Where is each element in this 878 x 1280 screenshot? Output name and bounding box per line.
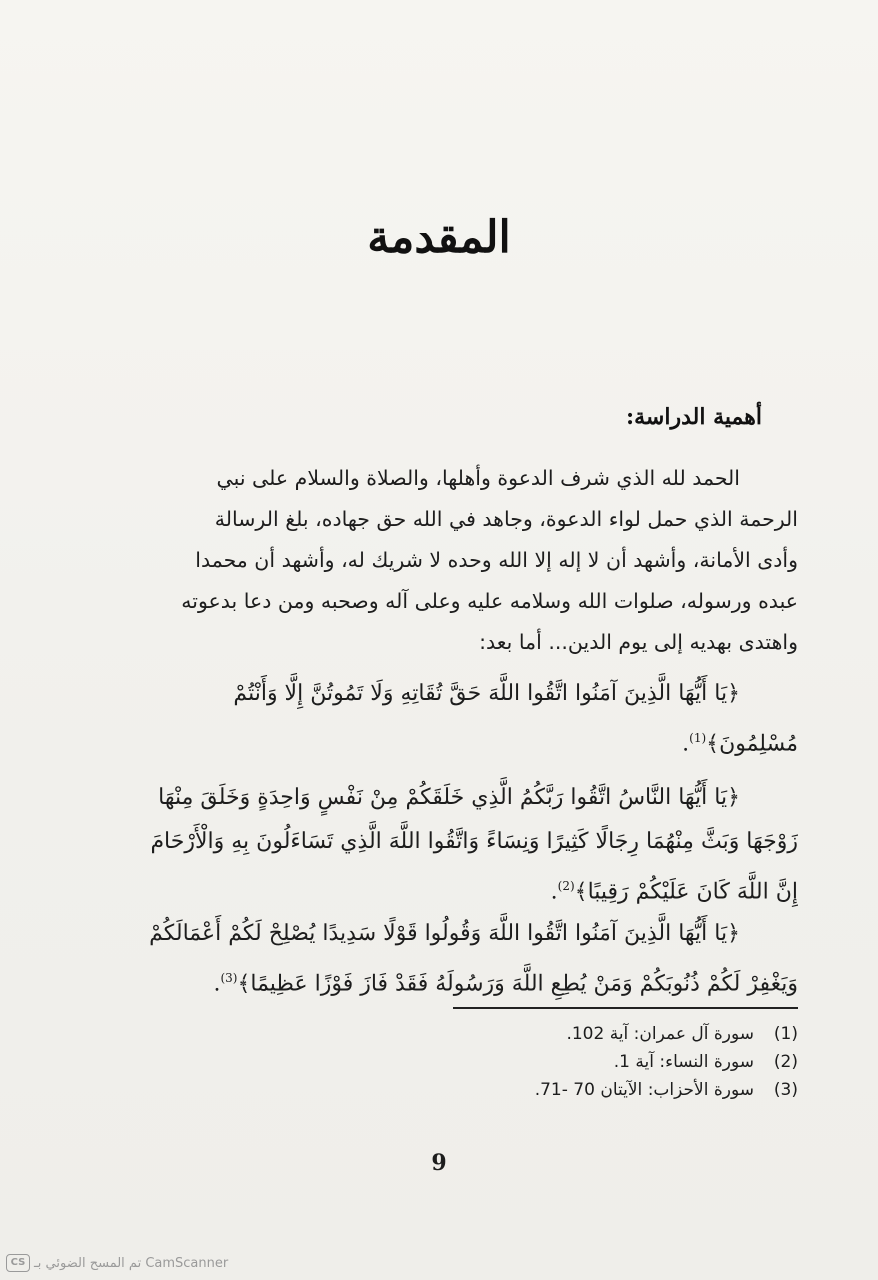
footnote-item — [98, 1076, 798, 1104]
text-line: واهتدى بهديه إلى يوم الدين... أما بعد: — [479, 630, 798, 654]
footnote-divider — [453, 1007, 798, 1009]
quran-verse-1 — [78, 672, 798, 766]
footnote-item — [98, 1048, 798, 1076]
footnotes — [98, 1020, 798, 1104]
section-heading: أهمية الدراسة: — [626, 404, 762, 430]
verse-line-text: وَيَغْفِرْ لَكُمْ ذُنُوبَكُمْ وَمَنْ يُطِعِ اللَّهَ وَرَسُولَهُ فَقَدْ فَازَ فَوْزًا عَظِيمًا﴾ — [237, 971, 798, 997]
quran-verse-3 — [78, 912, 798, 1006]
text-line: الحمد لله الذي شرف الدعوة وأهلها، والصلاة والسلام على نبي — [216, 466, 740, 490]
verse-line: ﴿يَا أَيُّهَا الَّذِينَ آمَنُوا اتَّقُوا اللَّهَ وَقُولُوا قَوْلًا سَدِيدًا يُصْلِحْ لَكُمْ أَعْمَالَكُمْ — [149, 921, 740, 946]
verse-line: ﴿يَا أَيُّهَا النَّاسُ اتَّقُوا رَبَّكُمُ الَّذِي خَلَقَكُمْ مِنْ نَفْسٍ وَاحِدَةٍ وَخَلَقَ مِنْهَا — [158, 785, 740, 810]
verse-line-text: مُسْلِمُونَ﴾ — [706, 731, 798, 757]
footnote-ref: (1) — [689, 731, 707, 745]
verse-line: مُسْلِمُونَ﴾$^{(1)}$. — [682, 731, 798, 757]
watermark-text: تم المسح الضوئي بـ CamScanner — [34, 1255, 229, 1271]
footnote-number: (1) — [773, 1024, 798, 1044]
camscanner-watermark — [6, 1252, 228, 1274]
quran-verse-2 — [78, 776, 798, 914]
footnote-ref: (3) — [220, 971, 238, 985]
footnote-number: (3) — [773, 1080, 798, 1100]
camscanner-logo-icon: CS — [6, 1254, 30, 1272]
text-line: الرحمة الذي حمل لواء الدعوة، وجاهد في الله حق جهاده، بلغ الرسالة — [214, 507, 798, 531]
footnote-item — [98, 1020, 798, 1048]
verse-line: إِنَّ اللَّهَ كَانَ عَلَيْكُمْ رَقِيبًا﴾$^{(2)}$. — [550, 879, 798, 905]
page-title: المقدمة — [367, 212, 511, 263]
intro-paragraph — [96, 458, 798, 663]
verse-line-text: إِنَّ اللَّهَ كَانَ عَلَيْكُمْ رَقِيبًا﴾ — [574, 879, 798, 905]
footnote-text: سورة آل عمران: آية 102. — [566, 1024, 754, 1044]
footnote-ref: (2) — [557, 879, 575, 893]
text-line: وأدى الأمانة، وأشهد أن لا إله إلا الله وحده لا شريك له، وأشهد أن محمدا — [195, 548, 798, 572]
page-number: 9 — [431, 1150, 447, 1176]
footnote-text: سورة النساء: آية 1. — [613, 1052, 754, 1072]
footnote-number: (2) — [773, 1052, 798, 1072]
text-line: عبده ورسوله، صلوات الله وسلامه عليه وعلى آله وصحبه ومن دعا بدعوته — [181, 589, 798, 613]
verse-line: وَيَغْفِرْ لَكُمْ ذُنُوبَكُمْ وَمَنْ يُطِعِ اللَّهَ وَرَسُولَهُ فَقَدْ فَازَ فَوْزًا عَظِيمًا﴾$^{(3)}$. — [213, 971, 798, 997]
footnote-text: سورة الأحزاب: الآيتان 70 -71. — [534, 1080, 754, 1100]
verse-line: ﴿يَا أَيُّهَا الَّذِينَ آمَنُوا اتَّقُوا اللَّهَ حَقَّ تُقَاتِهِ وَلَا تَمُوتُنَّ إِلَّا وَأَنْتُمْ — [233, 681, 740, 706]
verse-line: زَوْجَهَا وَبَثَّ مِنْهُمَا رِجَالًا كَثِيرًا وَنِسَاءً وَاتَّقُوا اللَّهَ الَّذِي تَسَاءَلُونَ بِهِ وَالْأَرْحَامَ — [150, 829, 798, 854]
